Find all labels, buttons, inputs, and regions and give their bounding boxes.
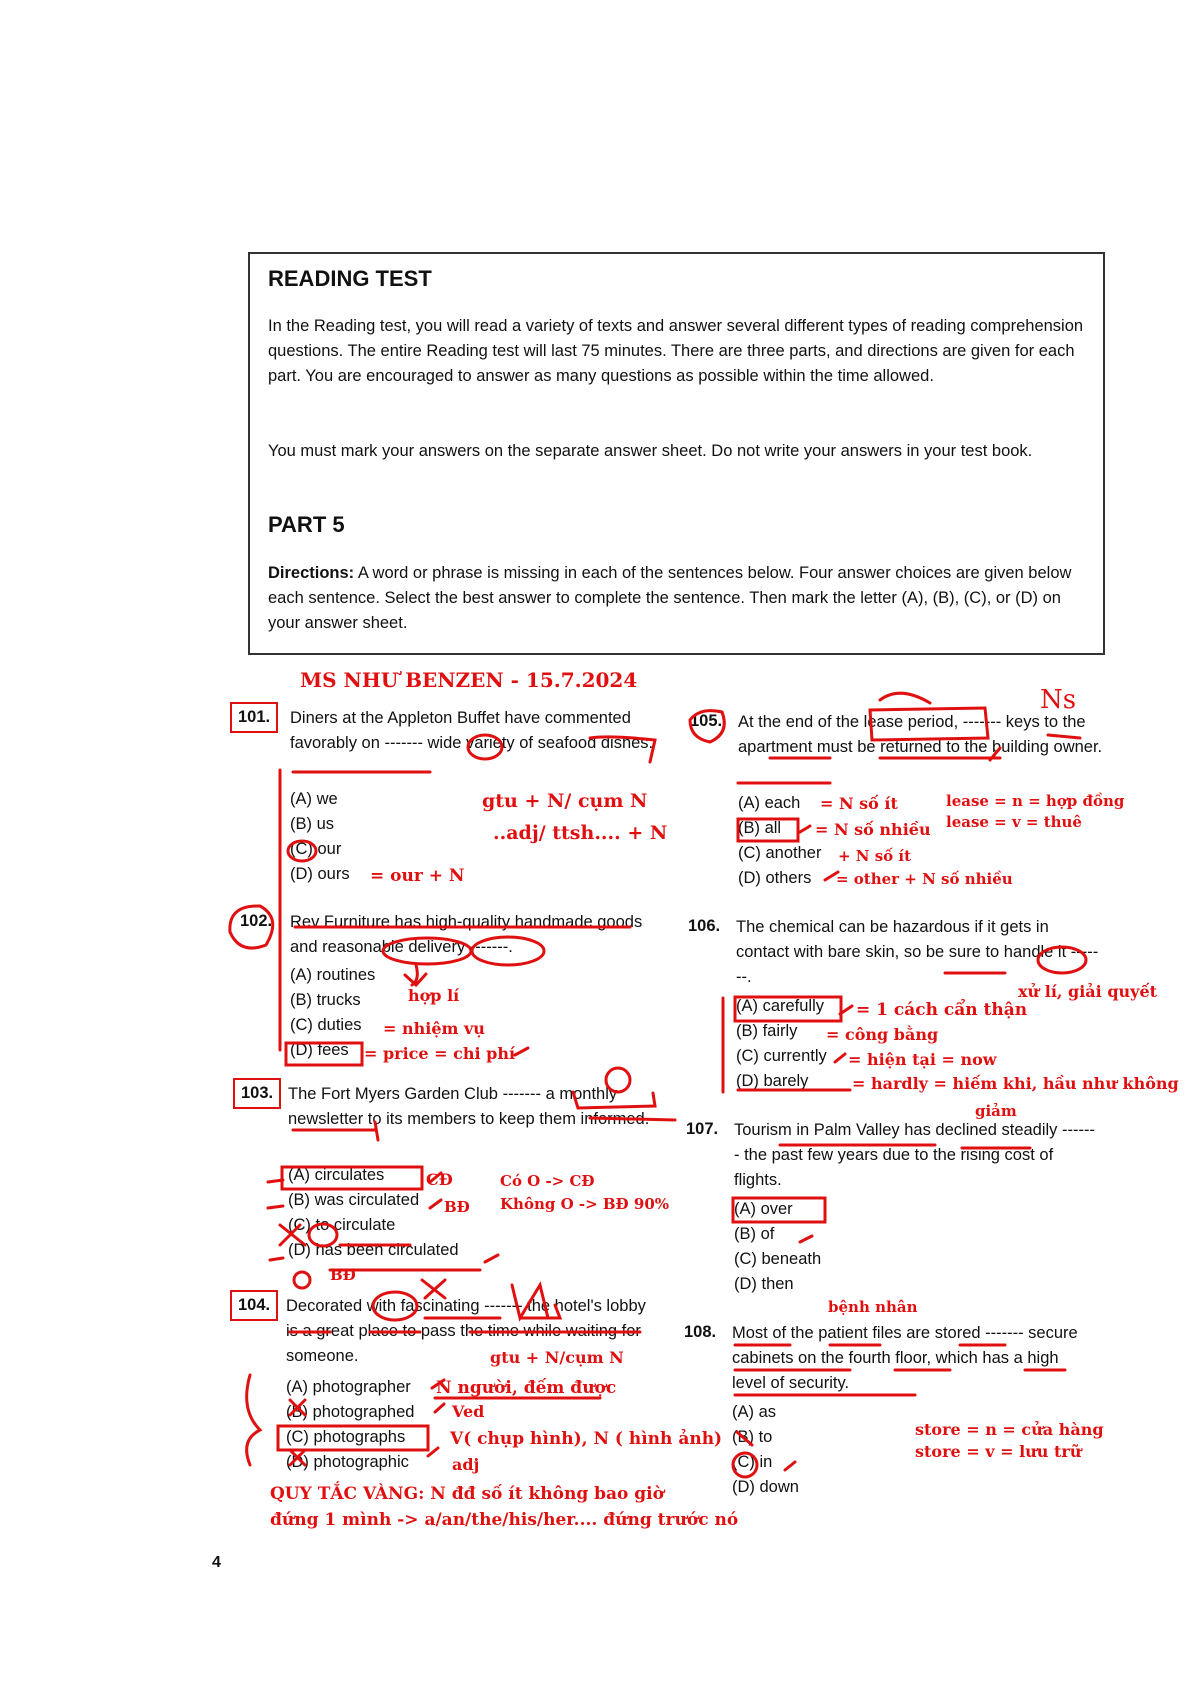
option-102-d: (D) fees [290, 1041, 349, 1059]
option-106-b: (B) fairly [736, 1022, 798, 1040]
option-108-a: (A) as [732, 1403, 777, 1421]
note-103-b: BĐ [444, 1198, 470, 1216]
option-102-a: (A) routines [290, 966, 376, 984]
question-stem-102: Rev Furniture has high-quality handmade goods and reasonable delivery -------. [290, 913, 643, 956]
question-stem-108: Most of the patient files are stored ------- secure cabinets on the fourth floor, which has a high level of security. [732, 1324, 1078, 1392]
option-105-d: (D) others [738, 869, 812, 887]
note-101-a: gtu + N/ cụm N [482, 790, 648, 812]
directions-text: A word or phrase is missing in each of the sentences below. Four answer choices are given below each sentence. Select the best answer to complete the sentence. Then mark the letter (A), (B), (C), or (D) on your answer sheet. [268, 564, 1072, 632]
option-103-d: (D) has been circulated [288, 1241, 459, 1259]
answer-sheet-paragraph: You must mark your answers on the separate answer sheet. Do not write your answers in your test book. [268, 442, 1033, 460]
option-102-c: (C) duties [290, 1016, 362, 1034]
note-106-b: = công bằng [826, 1025, 939, 1044]
question-number-102: 102. [240, 912, 273, 930]
note-103-d: Không O -> BĐ 90% [500, 1195, 670, 1213]
question-number-103: 103. [233, 1078, 281, 1109]
option-107-d: (D) then [734, 1275, 794, 1293]
note-105-b: = N số nhiều [815, 820, 931, 839]
question-stem-107: Tourism in Palm Valley has declined steadily ------- the past few years due to the rising cost of flights. [734, 1121, 1095, 1189]
note-101-b: ..adj/ ttsh.... + N [493, 822, 668, 844]
note-103-a: CĐ [426, 1170, 453, 1189]
note-105-ns: Ns [1040, 685, 1077, 715]
note-108-b: store = n = cửa hàng [915, 1420, 1104, 1439]
option-107-c: (C) beneath [734, 1250, 822, 1268]
option-103-c: (C) to circulate [288, 1216, 396, 1234]
golden-rule-line-2: đứng 1 mình -> a/an/the/his/her.... đứng trước nó [270, 1510, 739, 1530]
question-number-105: 105. [690, 712, 723, 730]
option-105-b: (B) all [738, 819, 782, 837]
option-106-a: (A) carefully [736, 997, 825, 1015]
note-103-e: BĐ [330, 1266, 356, 1284]
note-102-a: hợp lí [408, 986, 460, 1005]
note-104-a: gtu + N/cụm N [490, 1348, 624, 1367]
note-104-c: Ved [452, 1402, 485, 1421]
note-108-c: store = v = lưu trữ [915, 1442, 1082, 1461]
option-101-b: (B) us [290, 815, 335, 833]
reading-test-title: READING TEST [268, 266, 432, 291]
option-107-b: (B) of [734, 1225, 775, 1243]
option-105-c: (C) another [738, 844, 822, 862]
option-102-b: (B) trucks [290, 991, 361, 1009]
note-107: giảm [975, 1102, 1017, 1120]
option-104-a: (A) photographer [286, 1378, 411, 1396]
note-101-d: = our + N [370, 866, 465, 886]
note-104-b: N người, đếm được [436, 1378, 617, 1398]
note-105-d: = other + N số nhiều [836, 870, 1013, 888]
question-stem-106: The chemical can be hazardous if it gets in contact with bare skin, so be sure to handle it -------. [736, 918, 1099, 986]
header-note: MS NHƯ BENZEN - 15.7.2024 [300, 668, 638, 692]
option-108-b: (B) to [732, 1428, 773, 1446]
note-105-e: lease = n = hợp đồng [946, 792, 1125, 810]
question-number-106: 106. [688, 917, 721, 935]
note-105-c: + N số ít [838, 847, 912, 865]
intro-paragraph: In the Reading test, you will read a variety of texts and answer several different types of reading comprehension questions. The entire Reading test will last 75 minutes. There are three parts, and directions are given for each part. You are encouraged to answer as many questions as possible within the time allowed. [268, 317, 1084, 385]
note-106-a: = 1 cách cẩn thận [856, 1000, 1028, 1020]
question-stem-104: Decorated with fascinating ------- the hotel's lobby is a great place to pass the time while waiting for someone. [286, 1297, 646, 1365]
question-number-108: 108. [684, 1323, 717, 1341]
note-105-f: lease = v = thuê [946, 813, 1082, 831]
note-103-c: Có O -> CĐ [500, 1172, 595, 1190]
golden-rule-line-1: QUY TẮC VÀNG: N đđ số ít không bao giờ [270, 1484, 664, 1504]
note-104-d: V( chụp hình), N ( hình ảnh) [450, 1429, 723, 1449]
note-105-a: = N số ít [820, 794, 898, 813]
note-108-a: bệnh nhân [828, 1298, 918, 1316]
note-104-e: adj [452, 1455, 480, 1474]
option-104-b: (B) photographed [286, 1403, 415, 1421]
option-103-b: (B) was circulated [288, 1191, 420, 1209]
option-103-a: (A) circulates [288, 1166, 385, 1184]
option-101-a: (A) we [290, 790, 338, 808]
question-stem-101: Diners at the Appleton Buffet have commented favorably on ------- wide variety of seafood dishes. [290, 709, 654, 752]
question-stem-103: The Fort Myers Garden Club ------- a monthly newsletter to its members to keep them informed. [288, 1085, 650, 1128]
directions-label: Directions: [268, 564, 355, 582]
question-number-104: 104. [230, 1290, 278, 1321]
part-heading: PART 5 [268, 512, 345, 537]
option-101-d: (D) ours [290, 865, 350, 883]
instructions-box [248, 252, 1105, 655]
option-101-c: (C) our [290, 840, 342, 858]
note-106-d: = hardly = hiếm khi, hầu như không [852, 1074, 1179, 1093]
option-104-d: (D) photographic [286, 1453, 409, 1471]
note-106-c: = hiện tại = now [848, 1050, 997, 1069]
option-104-c: (C) photographs [286, 1428, 406, 1446]
directions-paragraph [268, 561, 1088, 636]
option-106-d: (D) barely [736, 1072, 809, 1090]
note-102-d: = price = chi phí [364, 1044, 516, 1063]
option-106-c: (C) currently [736, 1047, 827, 1065]
page-number: 4 [212, 1554, 221, 1571]
question-stem-105: At the end of the lease period, ------- keys to the apartment must be returned to the building owner. [738, 713, 1103, 756]
question-number-101: 101. [230, 702, 278, 733]
option-105-a: (A) each [738, 794, 801, 812]
option-108-c: (C) in [732, 1453, 773, 1471]
question-number-107: 107. [686, 1120, 719, 1138]
note-102-c: = nhiệm vụ [383, 1019, 485, 1038]
option-108-d: (D) down [732, 1478, 799, 1496]
note-106-handle: xử lí, giải quyết [1018, 982, 1158, 1001]
option-107-a: (A) over [734, 1200, 793, 1218]
